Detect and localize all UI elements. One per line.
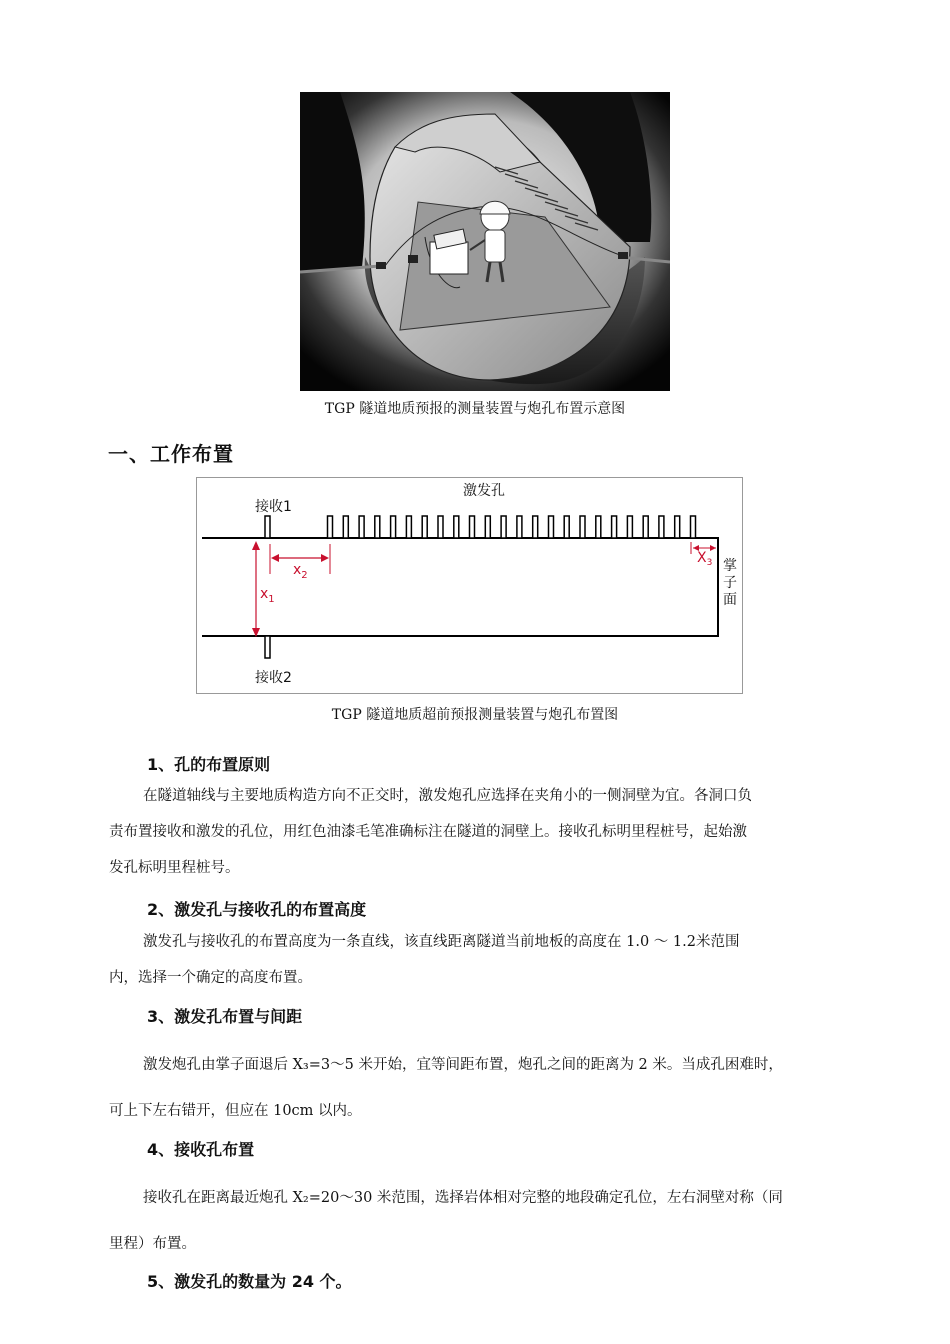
excite-hole: [659, 516, 664, 538]
excite-hole: [549, 516, 554, 538]
layout-diagram: [196, 477, 743, 694]
item-4-line-1: 接收孔在距离最近炮孔 X₂=20～30 米范围，选择岩体相对完整的地段确定孔位，左右洞壁对称（同: [143, 1190, 783, 1206]
item-5-title: 5、激发孔的数量为 24 个。: [147, 1272, 352, 1291]
tunnel-top-wall: [202, 538, 718, 636]
item-1-line-2: 责布置接收和激发的孔位，用红色油漆毛笔准确标注在隧道的洞壁上。接收孔标明里程桩号，起始激: [109, 824, 747, 840]
excite-hole: [375, 516, 380, 538]
figure1-caption: TGP 隧道地质预报的测量装置与炮孔布置示意图: [324, 401, 626, 417]
item-1-line-3: 发孔标明里程桩号。: [109, 860, 240, 876]
excite-hole: [517, 516, 522, 538]
item-3-line-2: 可上下左右错开，但应在 10cm 以内。: [109, 1103, 362, 1119]
item-2-line-2: 内，选择一个确定的高度布置。: [109, 970, 312, 986]
x3-label: $X_3$: [697, 550, 713, 568]
receive-hole-1: [265, 516, 270, 538]
figure2-caption: TGP 隧道地质超前预报测量装置与炮孔布置图: [331, 707, 619, 723]
x2-label: $x_2$: [293, 562, 308, 581]
item-3-title: 3、激发孔布置与间距: [147, 1007, 303, 1026]
x1-label: $x_1$: [260, 586, 275, 605]
excite-hole: [485, 516, 490, 538]
excite-hole: [580, 516, 585, 538]
excite-hole: [422, 516, 427, 538]
excite-hole: [691, 516, 696, 538]
excite-hole: [643, 516, 648, 538]
excite-hole: [343, 516, 348, 538]
excite-hole: [391, 516, 396, 538]
excite-hole: [501, 516, 506, 538]
excite-hole: [675, 516, 680, 538]
excite-hole: [406, 516, 411, 538]
excite-hole: [627, 516, 632, 538]
item-1-line-1: 在隧道轴线与主要地质构造方向不正交时，激发炮孔应选择在夹角小的一侧洞壁为宜。各洞口负: [143, 788, 752, 804]
excite-hole: [564, 516, 569, 538]
receive1-label: 接收1: [255, 499, 292, 515]
excite-hole: [454, 516, 459, 538]
item-1-title: 1、孔的布置原则: [147, 755, 271, 774]
excite-hole: [359, 516, 364, 538]
receive-hole-2: [265, 636, 270, 658]
section-heading: 一、工作布置: [108, 442, 234, 466]
face-label: 掌子面: [723, 558, 737, 608]
excite-hole: [596, 516, 601, 538]
item-4-line-2: 里程）布置。: [109, 1236, 196, 1252]
excite-hole: [438, 516, 443, 538]
tunnel-illustration: [300, 92, 670, 391]
item-2-title: 2、激发孔与接收孔的布置高度: [147, 900, 367, 919]
excite-hole: [612, 516, 617, 538]
receive2-label: 接收2: [255, 670, 292, 686]
item-3-line-1: 激发炮孔由掌子面退后 X₃=3～5 米开始，宜等间距布置，炮孔之间的距离为 2 米。当成孔困难时，: [143, 1057, 783, 1073]
item-4-title: 4、接收孔布置: [147, 1140, 255, 1159]
excite-hole: [470, 516, 475, 538]
item-2-line-1: 激发孔与接收孔的布置高度为一条直线，该直线距离隧道当前地板的高度在 1.0 ～ 1.2米范围: [143, 934, 740, 950]
excite-hole: [328, 516, 333, 538]
excite-label: 激发孔: [463, 483, 505, 499]
excite-hole: [533, 516, 538, 538]
